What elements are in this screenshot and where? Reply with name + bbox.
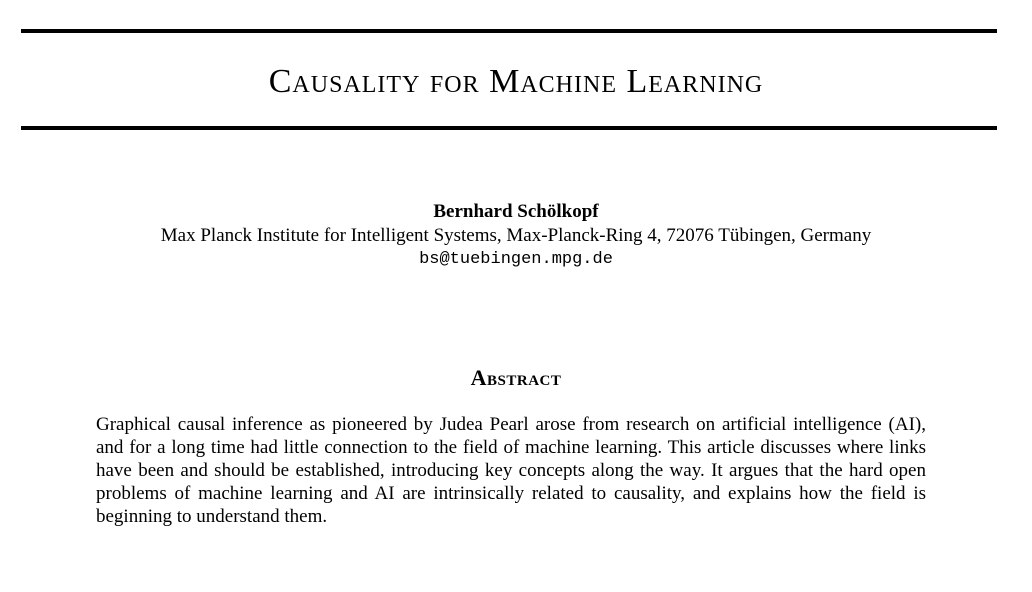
title-top-rule [21,29,997,33]
author-affiliation: Max Planck Institute for Intelligent Systems, Max-Planck-Ring 4, 72076 Tübingen, Germany [160,225,872,246]
author-email: bs@tuebingen.mpg.de [419,250,613,269]
paper-title: Causality for Machine Learning [268,63,764,100]
abstract-text: Graphical causal inference as pioneered by Judea Pearl arose from research on artificial intelligence (AI), and for a long time had little connection to the field of machine learning. This article discusses where links have been and should be established, introducing key concepts along the way. It argues that the hard open problems of machine learning and AI are intrinsically related to causality, and explains how the field is beginning to understand them. [96,414,926,527]
author-block [0,200,1032,272]
title-bottom-rule [21,126,997,130]
abstract-heading: Abstract [470,365,562,390]
author-name: Bernhard Schölkopf [433,201,599,222]
